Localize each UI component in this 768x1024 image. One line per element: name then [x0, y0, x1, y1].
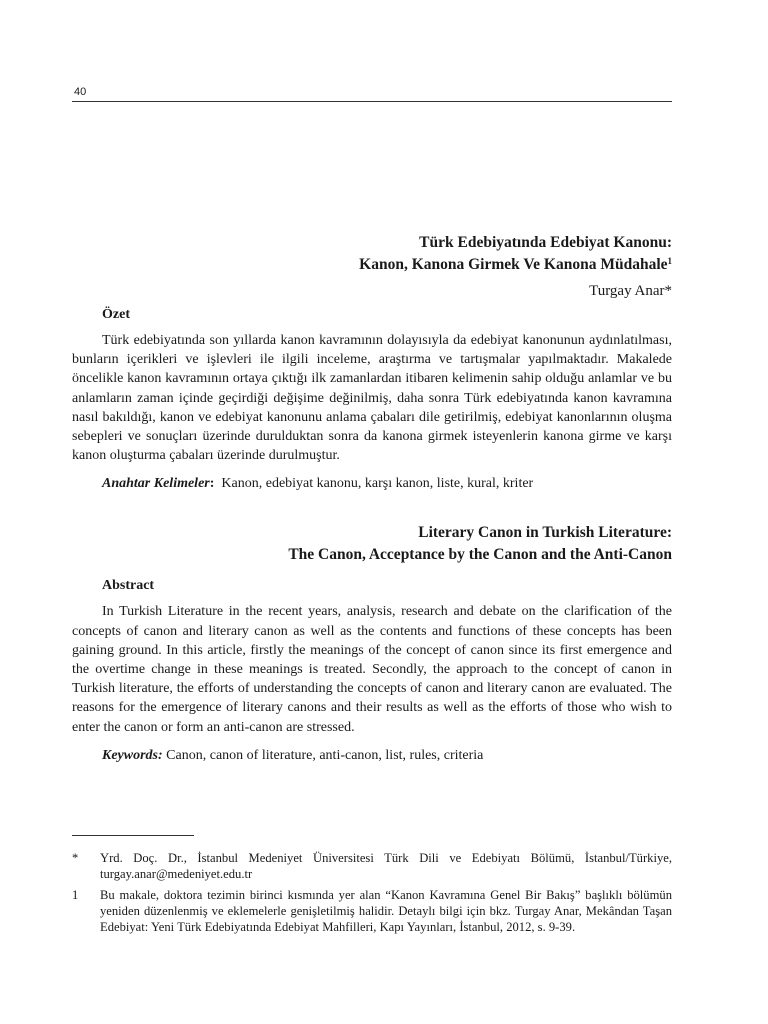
footnote-1	[72, 887, 672, 936]
page-number: 40	[74, 86, 87, 98]
english-keywords-text: Canon, canon of literature, anti-canon, list, rules, criteria	[166, 747, 484, 763]
footnote-mark: 1	[72, 887, 79, 902]
turkish-keywords: Anahtar Kelimeler: Kanon, edebiyat kanonu, karşı kanon, liste, kural, kriter	[102, 476, 534, 492]
turkish-keywords-label: Anahtar Kelimeler	[102, 476, 210, 492]
english-title	[72, 522, 672, 566]
footnote-author	[72, 850, 672, 883]
english-abstract-heading: Abstract	[102, 578, 155, 594]
english-title-line2: The Canon, Acceptance by the Canon and the Anti-Canon	[288, 546, 672, 564]
turkish-keywords-text: Kanon, edebiyat kanonu, karşı kanon, liste, kural, kriter	[221, 476, 534, 492]
header-rule	[72, 101, 672, 102]
footnote-mark: *	[72, 851, 79, 865]
english-abstract-text: In Turkish Literature in the recent years, analysis, research and debate on the clarification of the concepts of canon and literary canon as well as the contents and functions of these concepts has been gaining ground. In this article, firstly the meanings of the concept of canon since its first emergence and the overtime change in these meanings is treated. Secondly, the approach to the concept of canon in Turkish literature, the efforts of understanding the concepts of canon and literary canon are evaluated. The reasons for the emergence of literary canons and their results as well as the efforts of those who wish to enter the canon or form an anti-canon are stressed.	[72, 604, 672, 735]
footnote-rule	[72, 835, 194, 836]
footnote-text: Yrd. Doç. Dr., İstanbul Medeniyet Üniversitesi Türk Dili ve Edebiyatı Bölümü, İstanbul/Türkiye, turgay.anar@medeniyet.edu.tr	[100, 851, 672, 882]
english-keywords-label: Keywords:	[102, 747, 163, 763]
title-footnote-ref[interactable]: 1	[667, 256, 672, 266]
footnote-text: Bu makale, doktora tezimin birinci kısmında yer alan “Kanon Kavramına Genel Bir Bakış” başlıklı bölümün yeniden düzenlenmiş ve eklemelerle genişletilmiş halidir. Detaylı bilgi için bkz. Turgay Anar, Mekândan Taşan Edebiyat: Yeni Türk Edebiyatında Edebiyat Mahfilleri, Kapı Yayınları, İstanbul, 2012, s. 9-39.	[100, 887, 672, 935]
turkish-abstract-heading: Özet	[102, 307, 130, 322]
turkish-title-line1: Türk Edebiyatında Edebiyat Kanonu:	[419, 234, 672, 251]
footnotes	[72, 835, 672, 939]
turkish-title	[72, 232, 672, 276]
english-keywords	[102, 746, 672, 766]
author-name: Turgay Anar*	[589, 283, 672, 299]
article-body	[72, 232, 672, 766]
english-title-line1: Literary Canon in Turkish Literature:	[418, 524, 672, 542]
turkish-title-line2: Kanon, Kanona Girmek Ve Kanona Müdahale	[359, 256, 668, 273]
turkish-abstract-text: Türk edebiyatında son yıllarda kanon kavramının dolayısıyla da edebiyat kanonunun aydınlatılması, bunların içerikleri ve işlevleri ile ilgili inceleme, araştırma ve tartışmalar yapılmaktadır. Makalede öncelikle kanon kavramının ortaya çıktığı ilk zamanlardan itibaren kelimenin sahip olduğu anlamlar ve bu anlamların zaman içinde geçirdiği değişime değinilmiş, daha sonra Türk edebiyatında kanon kavramına nasıl bakıldığı, kanon ve edebiyat kanonunu anlama çabaları dile getirilmiş, edebiyat kanonlarının oluşma sebepleri ve sonuçları üzerinde durulduktan sonra da kanona girmek isteyenlerin kanona girme ve karşı kanon oluşturma çabaları üzerinde durulmuştur.	[72, 333, 672, 464]
